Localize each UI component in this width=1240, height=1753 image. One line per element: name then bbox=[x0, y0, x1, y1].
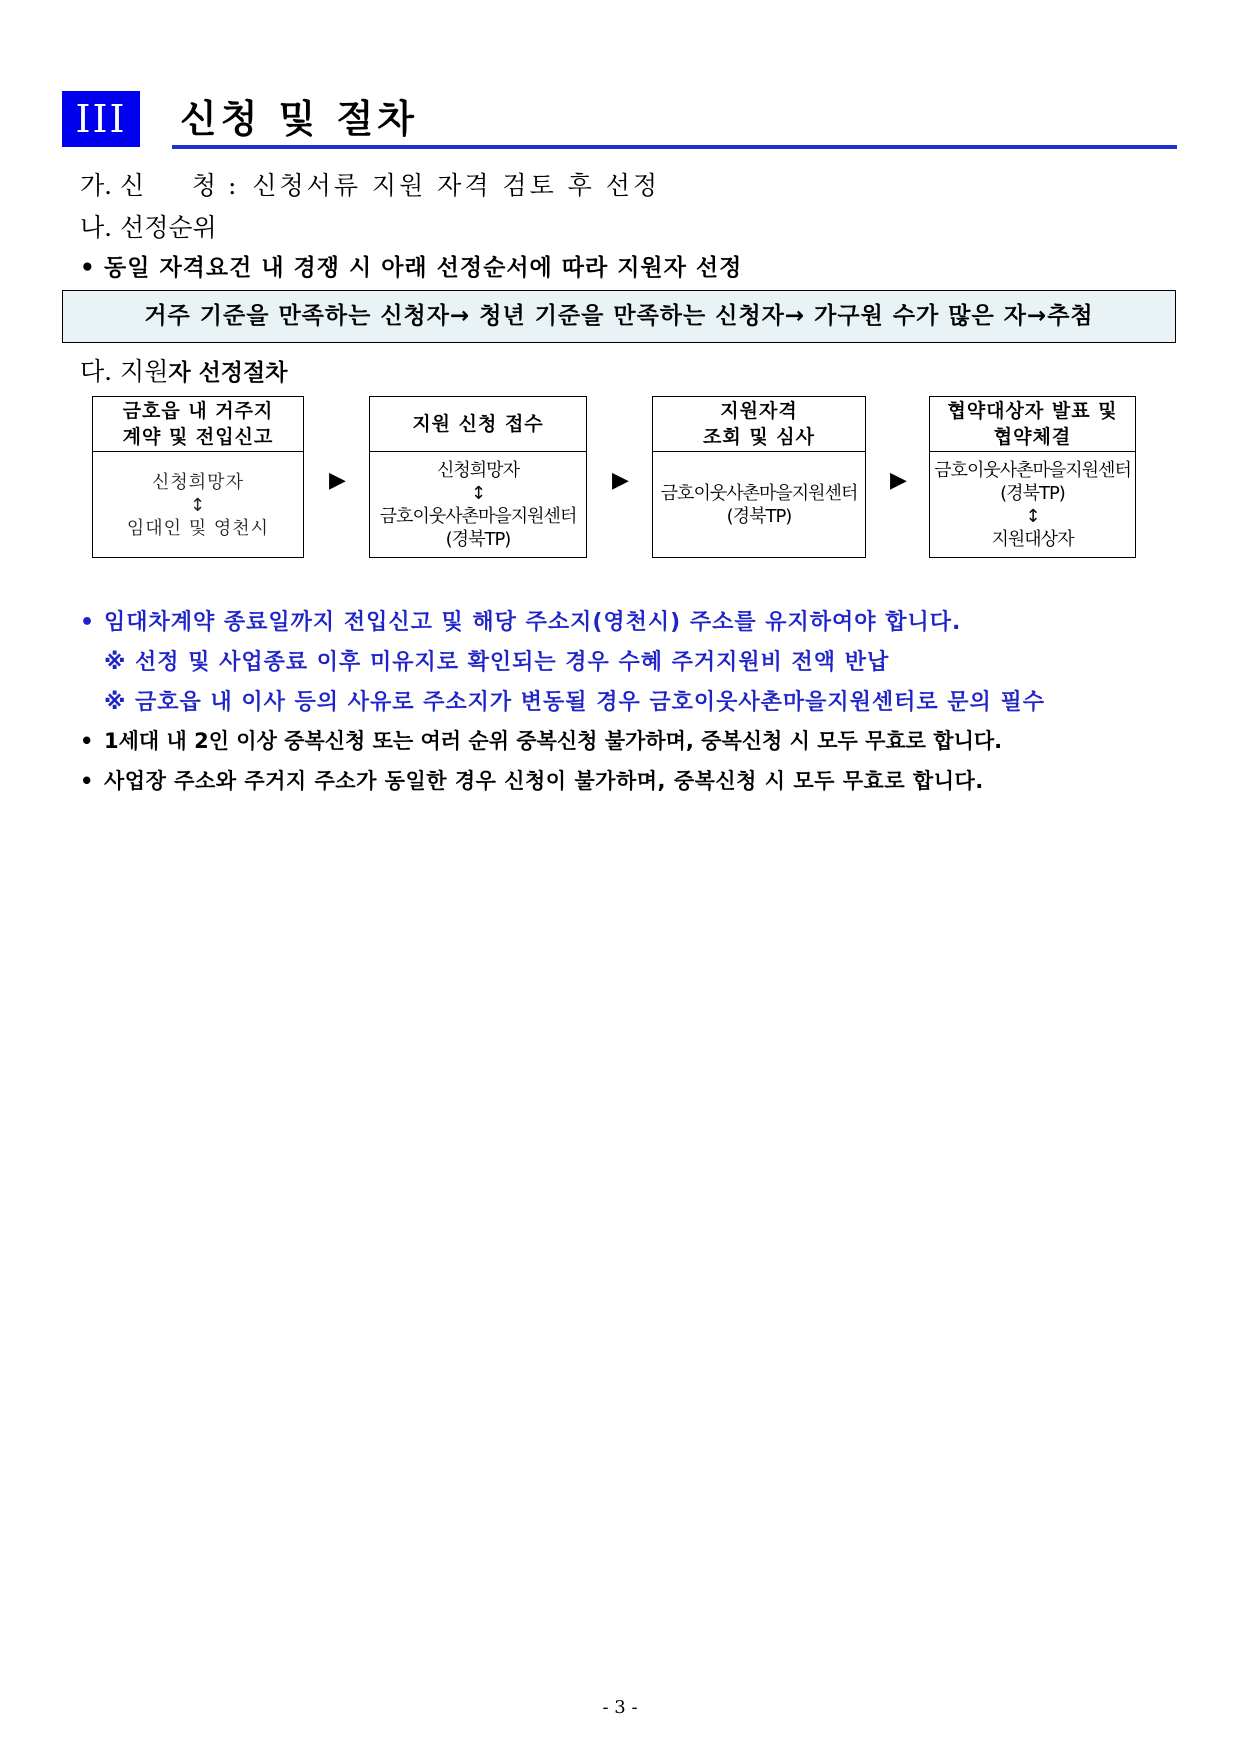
process-step-4-body bbox=[930, 452, 1135, 558]
step-1-body-line2: ↕ bbox=[189, 494, 207, 516]
note-black-1-text: 1세대 내 2인 이상 중복신청 또는 여러 순위 중복신청 불가하며, 중복신청 시 모두 무효로 합니다. bbox=[104, 729, 1003, 753]
item-da-label-plain: 다. 지원 bbox=[80, 357, 169, 386]
step-3-title-line2: 조회 및 심사 bbox=[703, 426, 815, 448]
bullet-dot: • bbox=[80, 610, 96, 635]
process-step-2-header bbox=[370, 397, 586, 452]
note-blue-main-text: 임대차계약 종료일까지 전입신고 및 해당 주소지(영천시) 주소를 유지하여야 합니다. bbox=[104, 610, 962, 635]
process-arrow-3: ▶ bbox=[890, 468, 907, 493]
process-step-3-header bbox=[653, 397, 865, 452]
process-step-4 bbox=[929, 396, 1136, 558]
step-3-body-line2: (경북TP) bbox=[726, 506, 792, 527]
step-3-title-line1: 지원자격 bbox=[720, 400, 798, 422]
bullet-dot: • bbox=[80, 769, 94, 793]
step-4-title-line1: 협약대상자 발표 및 bbox=[947, 400, 1118, 422]
step-4-title-line2: 협약체결 bbox=[993, 426, 1072, 448]
note-blue-sub1: ※ 선정 및 사업종료 이후 미유지로 확인되는 경우 수혜 주거지원비 전액 반납 bbox=[104, 650, 890, 675]
bullet-dot: • bbox=[80, 255, 96, 281]
process-step-1-body bbox=[93, 452, 303, 558]
step-2-body-line2: ↕ bbox=[470, 483, 486, 504]
process-arrow-2: ▶ bbox=[612, 468, 629, 493]
section-underline bbox=[172, 145, 1177, 149]
rank-bullet-text: 동일 자격요건 내 경쟁 시 아래 선정순서에 따라 지원자 선정 bbox=[104, 255, 743, 281]
process-arrow-1: ▶ bbox=[329, 468, 346, 493]
process-step-2-body bbox=[370, 452, 586, 558]
section-title: 신청 및 절차 bbox=[180, 97, 418, 141]
step-4-body-line1: 금호이웃사촌마을지원센터 bbox=[934, 460, 1131, 481]
item-ga-separator: : bbox=[227, 171, 237, 200]
process-step-1 bbox=[92, 396, 304, 558]
step-2-title-line1: 지원 신청 접수 bbox=[412, 413, 544, 435]
process-step-1-header bbox=[93, 397, 303, 452]
process-step-4-header bbox=[930, 397, 1135, 452]
step-2-body-line1: 신청희망자 bbox=[437, 460, 519, 481]
step-1-title-line2: 계약 및 전입신고 bbox=[122, 426, 274, 448]
item-ga bbox=[80, 166, 660, 202]
step-1-title-line1: 금호읍 내 거주지 bbox=[122, 400, 274, 422]
step-4-body-line4: 지원대상자 bbox=[991, 529, 1074, 550]
item-ga-label: 가. 신 청 bbox=[80, 171, 217, 200]
note-black-1 bbox=[80, 725, 1002, 755]
step-2-body-line3: 금호이웃사촌마을지원센터 bbox=[379, 506, 577, 527]
process-step-3-body bbox=[653, 452, 865, 558]
page-number: - 3 - bbox=[602, 1697, 638, 1718]
process-step-3 bbox=[652, 396, 866, 558]
step-1-body-line1: 신청희망자 bbox=[152, 471, 244, 493]
step-1-body-line3: 임대인 및 영천시 bbox=[126, 517, 270, 539]
bullet-dot: • bbox=[80, 729, 94, 753]
item-ga-text: 신청서류 지원 자격 검토 후 선정 bbox=[252, 171, 661, 200]
section-number: III bbox=[62, 91, 140, 147]
step-3-body-line1: 금호이웃사촌마을지원센터 bbox=[660, 483, 858, 504]
step-2-body-line4: (경북TP) bbox=[445, 529, 511, 550]
item-da-label-bold: 자 선정절차 bbox=[168, 360, 288, 386]
note-blue-sub2: ※ 금호읍 내 이사 등의 사유로 주소지가 변동될 경우 금호이웃사촌마을지원센터로 문의 필수 bbox=[104, 690, 1045, 715]
step-4-body-line2: (경북TP) bbox=[1000, 483, 1065, 504]
step-4-body-line3: ↕ bbox=[1025, 506, 1040, 527]
process-step-2 bbox=[369, 396, 587, 558]
note-black-2-text: 사업장 주소와 주거지 주소가 동일한 경우 신청이 불가하며, 중복신청 시 모두 무효로 합니다. bbox=[104, 769, 984, 793]
rank-bullet bbox=[80, 249, 742, 282]
item-da bbox=[80, 352, 287, 388]
note-black-2 bbox=[80, 765, 984, 795]
selection-order-box: 거주 기준을 만족하는 신청자→ 청년 기준을 만족하는 신청자→ 가구원 수가 많은 자→추첨 bbox=[62, 290, 1176, 343]
note-blue-main bbox=[80, 605, 961, 636]
item-na-label: 나. 선정순위 bbox=[80, 213, 217, 242]
